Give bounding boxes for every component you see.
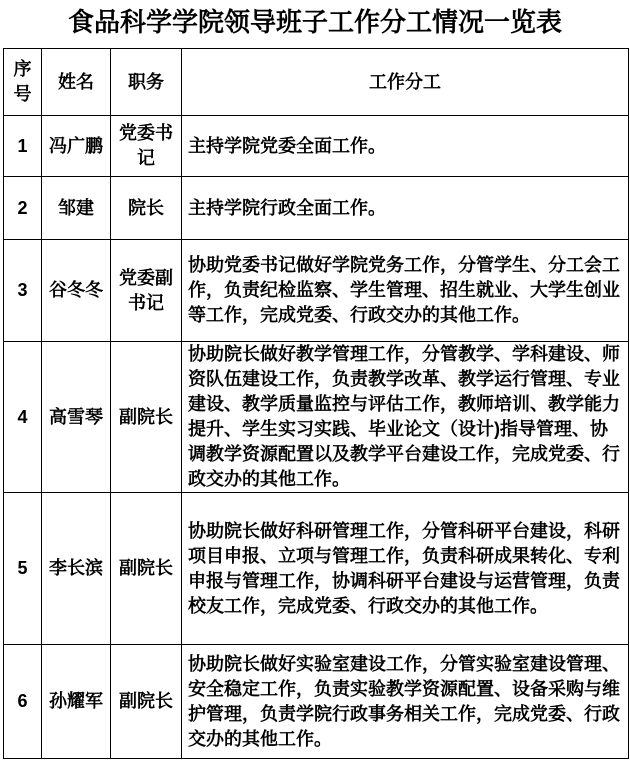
row-name-cell: 李长滨 [42,493,111,645]
row-duties-cell: 协助院长做好实验室建设工作，分管实验室建设管理、安全稳定工作，负责实验教学资源配置、设备采购与维护管理，负责学院行政事务相关工作，完成党委、行政交办的其他工作。 [182,645,629,759]
header-duties: 工作分工 [182,49,629,116]
table-row [4,342,629,493]
table-header-row [4,49,629,116]
row-name-cell: 谷冬冬 [42,240,111,342]
row-name-cell: 高雪琴 [42,342,111,493]
table-head [4,49,629,116]
row-index-cell: 2 [4,177,42,240]
row-position-cell: 副院长 [111,493,182,645]
table-row [4,240,629,342]
row-position-cell: 党委副书记 [111,240,182,342]
table-body [4,116,629,759]
page-title: 食品科学学院领导班子工作分工情况一览表 [67,7,562,37]
row-position-cell: 副院长 [111,645,182,759]
row-index-cell: 6 [4,645,42,759]
row-name-cell: 冯广鹏 [42,116,111,177]
row-index-cell: 3 [4,240,42,342]
row-index-cell: 5 [4,493,42,645]
row-index-cell: 4 [4,342,42,493]
table-row [4,645,629,759]
row-duties-cell: 协助院长做好科研管理工作，分管科研平台建设，科研项目申报、立项与管理工作，负责科研成果转化、专利申报与管理工作，协调科研平台建设与运营管理，负责校友工作，完成党委、行政交办的其他工作。 [182,493,629,645]
table-row [4,493,629,645]
row-position-cell: 党委书记 [111,116,182,177]
row-duties-cell: 主持学院行政全面工作。 [182,177,629,240]
row-duties-cell: 主持学院党委全面工作。 [182,116,629,177]
header-index: 序号 [4,49,42,116]
table-row [4,177,629,240]
leadership-duty-table [3,48,629,759]
header-name: 姓名 [42,49,111,116]
row-position-cell: 副院长 [111,342,182,493]
row-duties-cell: 协助党委书记做好学院党务工作，分管学生、分工会工作，负责纪检监察、学生管理、招生就业、大学生创业等工作，完成党委、行政交办的其他工作。 [182,240,629,342]
row-name-cell: 邹建 [42,177,111,240]
row-position-cell: 院长 [111,177,182,240]
table-row [4,116,629,177]
row-name-cell: 孙耀军 [42,645,111,759]
row-duties-cell: 协助院长做好教学管理工作，分管教学、学科建设、师资队伍建设工作，负责教学改革、教学运行管理、专业建设、教学质量监控与评估工作，教师培训、教学能力提升、学生实习实践、毕业论文（设计)指导管理、协调教学资源配置以及教学平台建设工作，完成党委、行政交办的其他工作。 [182,342,629,493]
header-position: 职务 [111,49,182,116]
row-index-cell: 1 [4,116,42,177]
